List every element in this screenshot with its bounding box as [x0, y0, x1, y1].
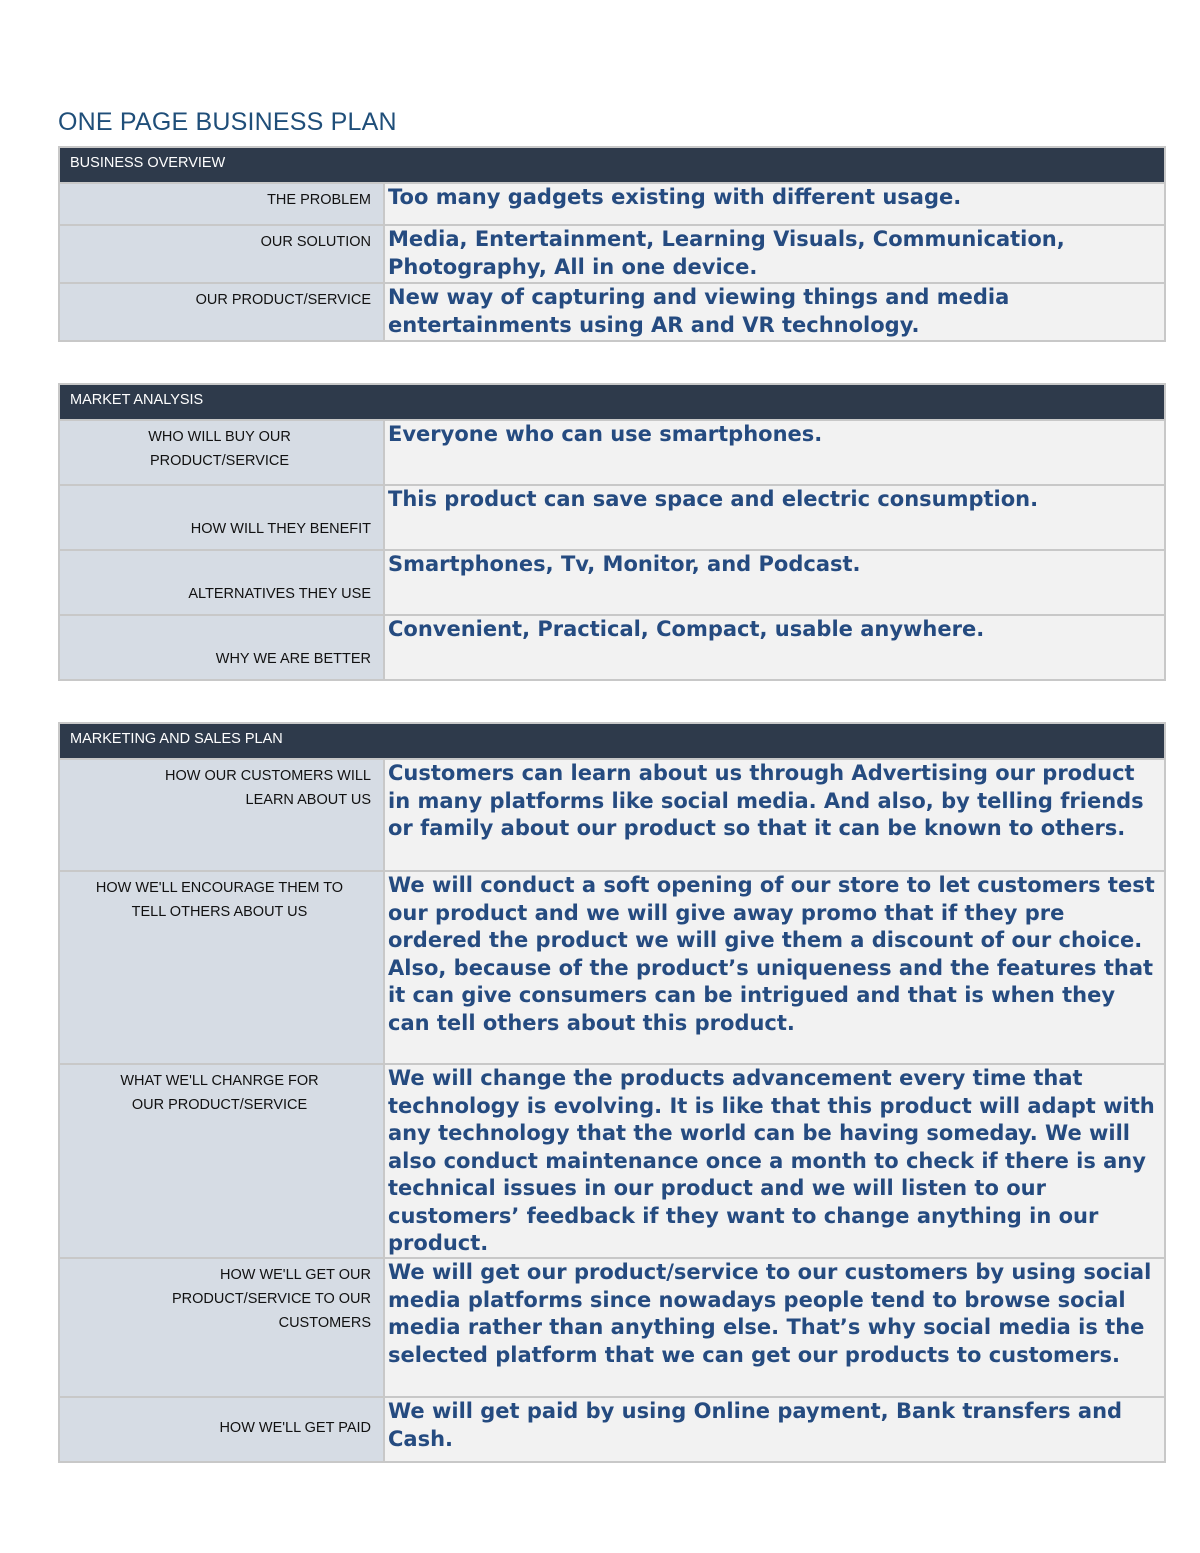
table-row — [60, 1396, 1164, 1461]
row-value: Convenient, Practical, Compact, usable anywhere. — [385, 616, 1164, 679]
table-row — [60, 484, 1164, 549]
row-value: New way of capturing and viewing things and media entertainments using AR and VR technology. — [385, 284, 1164, 340]
page-title: ONE PAGE BUSINESS PLAN — [58, 108, 397, 136]
row-value: We will get paid by using Online payment, Bank transfers and Cash. — [385, 1398, 1164, 1461]
section-header: MARKETING AND SALES PLAN — [60, 724, 1164, 758]
table-row — [60, 614, 1164, 679]
row-label: WHAT WE'LL CHANRGE FOR OUR PRODUCT/SERVICE — [60, 1065, 385, 1257]
row-value: Customers can learn about us through Advertising our product in many platforms like social media. And also, by telling friends or family about our product so that it can be known to others. — [385, 760, 1164, 870]
section-header: MARKET ANALYSIS — [60, 385, 1164, 419]
row-label: WHO WILL BUY OUR PRODUCT/SERVICE — [60, 421, 385, 484]
table-row — [60, 224, 1164, 282]
table-row — [60, 870, 1164, 1063]
row-label: WHY WE ARE BETTER — [60, 616, 385, 679]
row-label: HOW WILL THEY BENEFIT — [60, 486, 385, 549]
table-row — [60, 549, 1164, 614]
row-value: Too many gadgets existing with different usage. — [385, 184, 1164, 224]
row-label: HOW WE'LL GET PAID — [60, 1398, 385, 1461]
row-label: OUR SOLUTION — [60, 226, 385, 282]
row-label: HOW WE'LL ENCOURAGE THEM TO TELL OTHERS ABOUT US — [60, 872, 385, 1063]
market-analysis-section — [58, 383, 1166, 681]
row-label: OUR PRODUCT/SERVICE — [60, 284, 385, 340]
row-value: Media, Entertainment, Learning Visuals, Communication, Photography, All in one device. — [385, 226, 1164, 282]
table-row — [60, 182, 1164, 224]
section-header: BUSINESS OVERVIEW — [60, 148, 1164, 182]
table-row — [60, 419, 1164, 484]
marketing-sales-plan-section — [58, 722, 1166, 1463]
table-row — [60, 758, 1164, 870]
business-overview-section — [58, 146, 1166, 342]
table-row — [60, 282, 1164, 340]
row-label: ALTERNATIVES THEY USE — [60, 551, 385, 614]
row-label: HOW OUR CUSTOMERS WILL LEARN ABOUT US — [60, 760, 385, 870]
row-value: This product can save space and electric consumption. — [385, 486, 1164, 549]
row-value: Smartphones, Tv, Monitor, and Podcast. — [385, 551, 1164, 614]
table-row — [60, 1257, 1164, 1396]
row-label: THE PROBLEM — [60, 184, 385, 224]
row-value: We will get our product/service to our customers by using social media platforms since nowadays people tend to browse social media rather than anything else. That’s why social media is the selected platform that we can get our products to customers. — [385, 1259, 1164, 1396]
row-value: We will conduct a soft opening of our store to let customers test our product and we will give away promo that if they pre ordered the product we will give them a discount of our choice. Also, because of the product’s uniqueness and the features that it can give consumers can be intrigued and that is when they can tell others about this product. — [385, 872, 1164, 1063]
row-value: Everyone who can use smartphones. — [385, 421, 1164, 484]
row-label: HOW WE'LL GET OUR PRODUCT/SERVICE TO OUR CUSTOMERS — [60, 1259, 385, 1396]
table-row — [60, 1063, 1164, 1257]
row-value: We will change the products advancement every time that technology is evolving. It is like that this product will adapt with any technology that the world can be having someday. We will also conduct maintenance once a month to check if there is any technical issues in our product and we will listen to our customers’ feedback if they want to change anything in our product. — [385, 1065, 1164, 1257]
